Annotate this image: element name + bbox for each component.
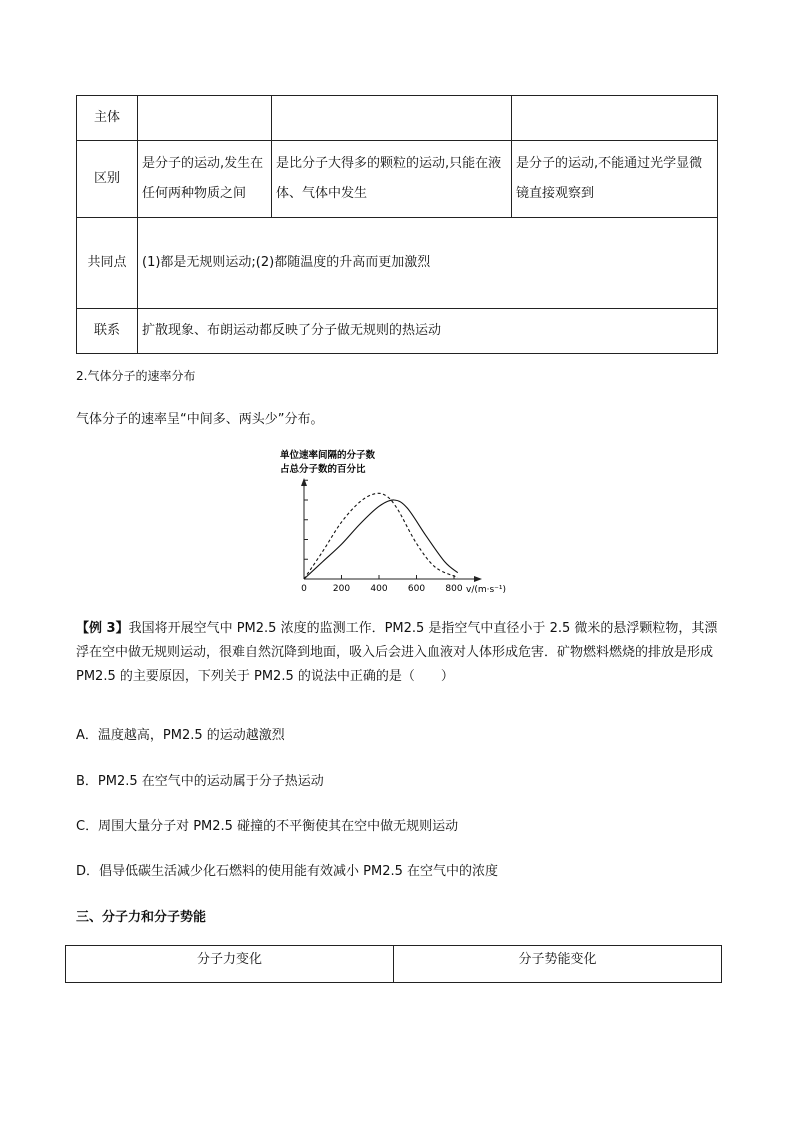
table-cell: 是比分子大得多的颗粒的运动,只能在液体、气体中发生 <box>272 141 512 218</box>
table-row <box>66 946 722 983</box>
table-row <box>77 309 718 354</box>
table-header: 分子势能变化 <box>394 946 722 983</box>
section-title: 三、分子力和分子势能 <box>76 910 207 925</box>
x-tick-label: 0 <box>301 584 307 594</box>
x-tick-label: 800 <box>445 584 463 594</box>
option-b: B．PM2.5 在空气中的运动属于分子热运动 <box>76 774 324 789</box>
speed-distribution-chart <box>278 446 518 602</box>
x-tick-label: 600 <box>407 584 426 594</box>
table-cell <box>138 96 272 141</box>
x-axis-arrow <box>474 576 482 582</box>
y-axis-arrow <box>301 478 307 486</box>
row-header: 共同点 <box>77 218 138 309</box>
table-row <box>77 141 718 218</box>
option-d: D．倡导低碳生活减少化石燃料的使用能有效减小 PM2.5 在空气中的浓度 <box>76 864 499 879</box>
x-axis-label: v/(m·s⁻¹) <box>466 585 507 595</box>
x-tick-label: 400 <box>370 584 388 594</box>
comparison-table <box>76 95 718 354</box>
example-stem <box>76 617 726 689</box>
table-cell: 扩散现象、布朗运动都反映了分子做无规则的热运动 <box>138 309 718 354</box>
option-a: A．温度越高，PM2.5 的运动越激烈 <box>76 728 285 743</box>
y-axis-label-line1: 单位速率间隔的分子数 <box>280 450 376 461</box>
table-header: 分子力变化 <box>66 946 394 983</box>
table-row <box>77 96 718 141</box>
option-c: C．周围大量分子对 PM2.5 碰撞的不平衡使其在空中做无规则运动 <box>76 819 459 834</box>
table-cell: 是分子的运动,发生在任何两种物质之间 <box>138 141 272 218</box>
table-cell: (1)都是无规则运动;(2)都随温度的升高而更加激烈 <box>138 218 718 309</box>
example-text: 我国将开展空气中 PM2.5 浓度的监测工作．PM2.5 是指空气中直径小于 2.5 微米的悬浮颗粒物，其漂浮在空中做无规则运动，很难自然沉降到地面，吸入后会进入血液对人体形成危害．矿物燃料燃烧的排放是形成 PM2.5 的主要原因，下列关于 PM2.5 的说法中正确的是（ ） <box>76 621 718 684</box>
dashed-distribution-curve <box>304 493 458 579</box>
table-cell: 是分子的运动,不能通过光学显微镜直接观察到 <box>512 141 718 218</box>
table-row <box>77 218 718 309</box>
section-description: 气体分子的速率呈“中间多、两头少”分布。 <box>76 412 324 427</box>
table-cell <box>272 96 512 141</box>
x-tick-label: 200 <box>332 584 351 594</box>
x-ticks <box>301 575 463 594</box>
curves <box>304 493 458 579</box>
molecular-force-table <box>65 945 722 983</box>
row-header: 联系 <box>77 309 138 354</box>
example-label: 【例 3】 <box>76 621 129 636</box>
table-cell <box>512 96 718 141</box>
y-ticks <box>304 480 308 559</box>
row-header: 主体 <box>77 96 138 141</box>
y-axis-label-line2: 占总分子数的百分比 <box>280 464 366 475</box>
row-header: 区别 <box>77 141 138 218</box>
section-title: 2.气体分子的速率分布 <box>76 369 196 383</box>
